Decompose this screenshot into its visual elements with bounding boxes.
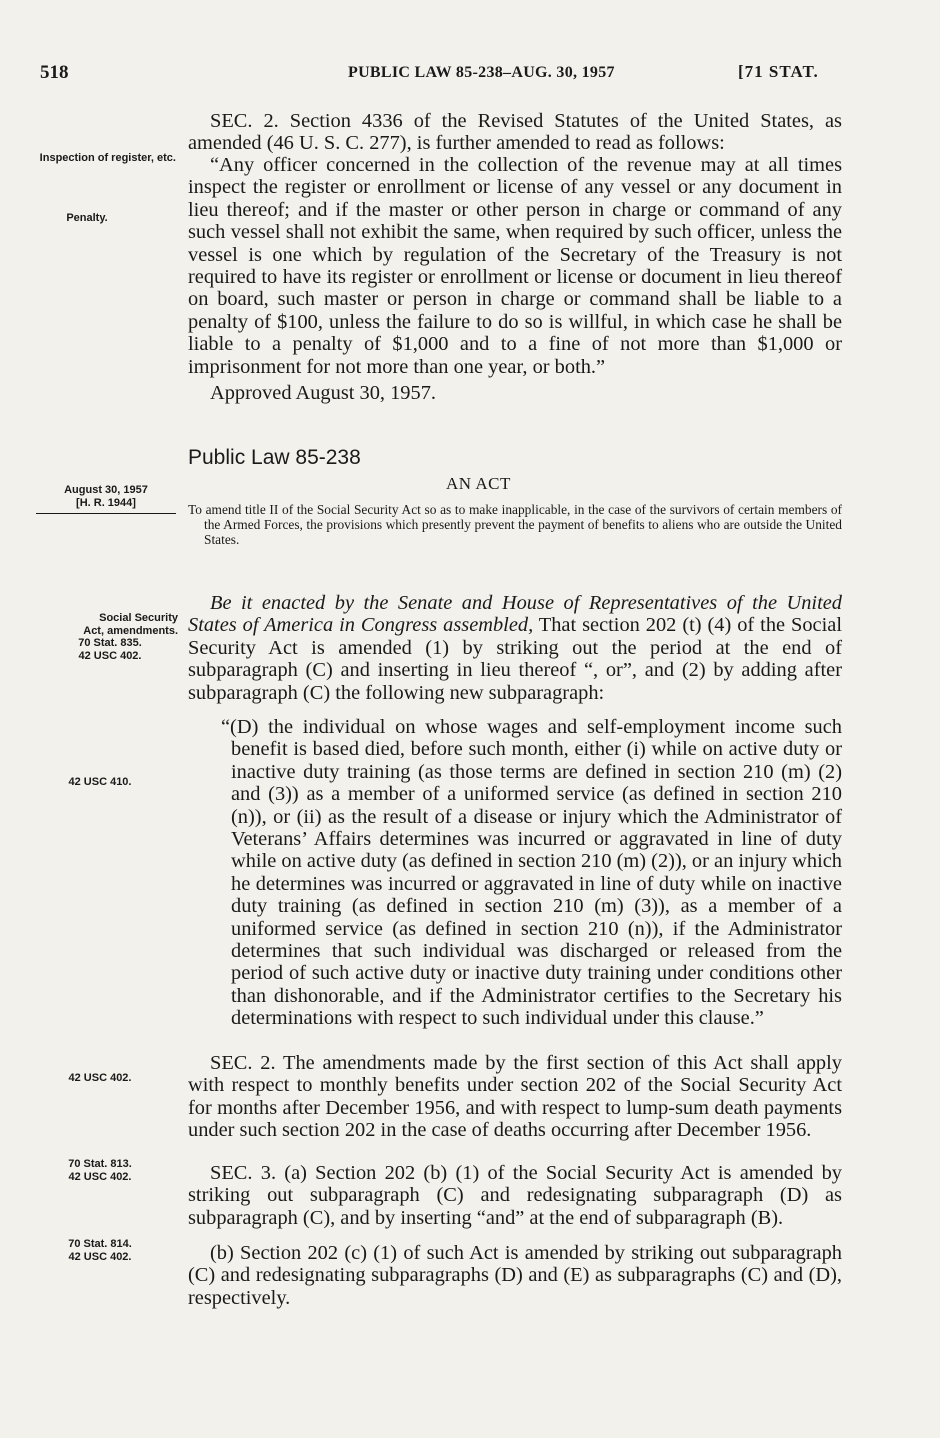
margin-note-usc-410: 42 USC 410. [68,776,132,788]
margin-note-stat-814 [30,1238,170,1263]
margin-813-line2: 42 USC 402. [68,1170,132,1183]
margin-ss-line1: Social Security [99,612,178,624]
enacting-text: That section 202 (t) (4) of the Social Security Act is amended (1) by striking out the period at the end of subparagraph (C) and inserting in lieu thereof “, or”, and (2) by adding after subparagraph (C) the following new subparagraph: [188,614,842,704]
margin-note-inspection: Inspection of register, etc. [39,152,176,164]
bill-number: [H. R. 1944] [76,496,136,509]
section-2-quote: “Any officer concerned in the collection of the revenue may at all times inspect the register or enrollment or license of any vessel or any document in lieu thereof; and if the master or other person in charge or command of any such vessel shall not exhibit the same, when required by such officer, unless the vessel is one which by regulation of the Secretary of the Treasury is not required to have its register or enrollment or license or document in lieu thereof on board, such master or person in charge or command shall be liable to a penalty of $100, unless the failure to do so is willful, in which case he shall be liable to a penalty of $1,000 and to a fine of not more than $1,000 or imprisonment for not more than one year, or both.” [188,154,842,378]
enacting-formula: Be it enacted by the Senate and House of Representatives of the United States of America in Congress assembled, [188,592,842,637]
an-act-heading: AN ACT [446,474,511,493]
margin-ss-line4: 42 USC 402. [78,649,142,662]
margin-814-line2: 42 USC 402. [68,1250,132,1263]
enactment-date-note [28,484,184,509]
margin-note-penalty: Penalty. [66,212,108,224]
approval-line: Approved August 30, 1957. [210,382,436,404]
margin-rule [36,513,176,514]
enacting-clause [188,592,842,704]
section-2-effective: SEC. 2. The amendments made by the first section of this Act shall apply with respect to monthly benefits under section 202 of the Social Security Act for months after December 1956, and with respect to lump-sum death payments under such section 202 in the case of deaths occurring after December 1956. [188,1052,842,1142]
public-law-title: Public Law 85-238 [188,446,361,469]
margin-ss-line3: 70 Stat. 835. [78,637,142,649]
margin-814-line1: 70 Stat. 814. [68,1238,132,1250]
section-2-intro: SEC. 2. Section 4336 of the Revised Statutes of the United States, as amended (46 U. S. C. 277), is further amended to read as follows: [188,110,842,155]
subparagraph-d: “(D) the individual on whose wages and self-employment income such benefit is based died, before such month, either (i) while on active duty or inactive duty training (as those terms are defined in section 210 (m) (2) and (3)) as a member of a uniformed service (as defined in section 210 (n)), or (ii) as the result of a disease or injury which the Administrator of Veterans’ Affairs determines was incurred or aggravated in line of duty while on active duty (as defined in section 210 (m) (2)), or an injury which he determines was incurred or aggravated in line of duty while on inactive duty training (as defined in section 210 (m) (3)), as a member of a uniformed service (as defined in section 210 (n)), if the Administrator determines that such individual was discharged or released from the period of such active duty or inactive duty training under conditions other than dishonorable, and if the Administrator certifies to the Secretary his determinations with respect to such individual under this clause.” [221,716,842,1030]
margin-813-line1: 70 Stat. 813. [68,1158,132,1170]
enactment-date: August 30, 1957 [64,484,148,496]
margin-ss-line2: Act, amendments. [83,624,178,637]
margin-note-stat-813 [30,1158,170,1183]
section-3a: SEC. 3. (a) Section 202 (b) (1) of the Social Security Act is amended by striking out subparagraph (C) and redesignating subparagraph (D) as subparagraph (C), and by inserting “and” at the end of subparagraph (B). [188,1162,842,1229]
section-3b: (b) Section 202 (c) (1) of such Act is amended by striking out subparagraph (C) and redesignating subparagraphs (D) and (E) as subparagraphs (C) and (D), respectively. [188,1242,842,1309]
page-number: 518 [40,62,69,83]
statute-reference: [71 STAT. [738,62,819,81]
act-purpose: To amend title II of the Social Security Act so as to make inapplicable, in the case of the survivors of certain members of the Armed Forces, the provisions which presently prevent the payment of benefits to aliens who are outside the United States. [188,502,842,547]
margin-note-ss-amendments [28,612,178,662]
running-title: PUBLIC LAW 85-238–AUG. 30, 1957 [348,64,615,81]
margin-note-usc-402: 42 USC 402. [68,1072,132,1084]
